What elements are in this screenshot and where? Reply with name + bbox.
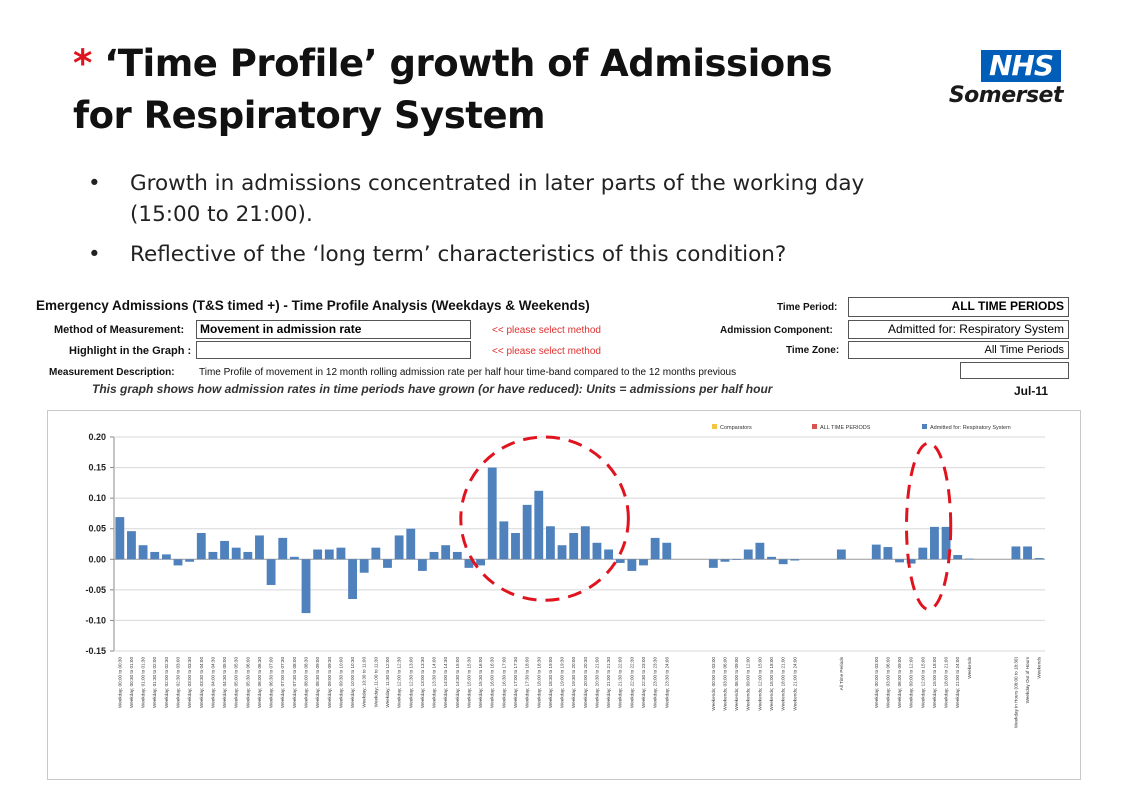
- chart-bar: [1023, 546, 1032, 559]
- chart-bar: [523, 505, 532, 559]
- chart-bar: [150, 552, 159, 559]
- y-tick-label: 0.00: [88, 554, 106, 565]
- y-tick-label: 0.15: [88, 462, 106, 473]
- chart-bar: [453, 552, 462, 559]
- x-tick-label: Weekday; 17:00 to 17:30: [512, 657, 518, 708]
- chart-bar: [395, 535, 404, 559]
- method-select[interactable]: Movement in admission rate: [196, 320, 471, 339]
- component-label: Admission Component:: [720, 325, 833, 336]
- chart-bar: [1011, 546, 1020, 559]
- chart-bar: [418, 559, 427, 571]
- legend-swatch: [812, 424, 817, 429]
- highlight-hint: << please select method: [492, 346, 601, 357]
- x-tick-label: Weekends; 00:00 to 03:00: [710, 657, 716, 711]
- x-tick-label: Weekday; 07:30 to 08:00: [291, 657, 297, 708]
- chart-bar: [197, 533, 206, 559]
- x-tick-label: Weekday; 10:30 to 11:00: [361, 657, 367, 708]
- x-tick-label: Weekday; 12:00 to 15:00: [920, 657, 926, 708]
- chart-bar: [267, 559, 276, 585]
- x-tick-label: Weekday; 05:00 to 05:30: [233, 657, 239, 708]
- x-tick-label: Weekends; 12:00 to 15:00: [757, 657, 763, 711]
- x-tick-label: Weekday; 18:00 to 21:00: [943, 657, 949, 708]
- x-tick-label: Weekday; 18:00 to 18:30: [536, 657, 542, 708]
- chart-bar: [348, 559, 357, 599]
- graph-note: This graph shows how admission rates in time periods have grown (or have reduced): Units = admissions per half hour: [92, 382, 773, 396]
- x-tick-label: Weekday; 15:30 to 16:00: [478, 657, 484, 708]
- x-tick-label: Weekday; 14:30 to 15:00: [454, 657, 460, 708]
- y-tick-label: -0.15: [85, 646, 106, 656]
- chart-bar: [290, 557, 299, 559]
- chart-bar: [360, 559, 369, 572]
- y-tick-label: 0.10: [88, 493, 106, 504]
- chart-bar: [651, 538, 660, 559]
- highlight-label: Highlight in the Graph :: [69, 345, 192, 357]
- time-period-label: Time Period:: [777, 302, 838, 313]
- x-tick-label: Weekday; 19:30 to 20:00: [571, 657, 577, 708]
- x-tick-label: Weekday; 13:30 to 14:00: [431, 657, 437, 708]
- x-tick-label: Weekday; 09:00 to 09:30: [326, 657, 332, 708]
- x-tick-label: Weekends: [1036, 657, 1042, 679]
- legend-swatch: [712, 424, 717, 429]
- chart-bar: [255, 535, 264, 559]
- x-tick-label: Weekday; 03:00 to 06:00: [885, 657, 891, 708]
- x-tick-label: Weekday; 15:00 to 18:00: [931, 657, 937, 708]
- chart-bar: [744, 550, 753, 560]
- x-tick-label: Weekday; 15:00 to 15:30: [466, 657, 472, 708]
- chart-bar: [732, 559, 741, 560]
- x-tick-label: Weekends; 15:00 to 18:00: [769, 657, 775, 711]
- x-tick-label: Weekday; 14:00 to 14:30: [443, 657, 449, 708]
- x-tick-label: Weekday; 17:30 to 18:00: [524, 657, 530, 708]
- x-tick-label: All Time Periods: [838, 657, 844, 691]
- chart-bar: [185, 559, 194, 561]
- x-tick-label: Weekday; 19:00 to 19:30: [559, 657, 565, 708]
- x-tick-label: Weekday; 20:30 to 21:00: [594, 657, 600, 708]
- chart-bar: [430, 552, 439, 559]
- chart-bar: [1035, 558, 1044, 559]
- chart-bar: [627, 559, 636, 571]
- x-tick-label: Weekday; 05:30 to 06:00: [245, 657, 251, 708]
- highlight-select[interactable]: [196, 341, 471, 359]
- legend-label: Admitted for: Respiratory System: [930, 425, 1011, 431]
- x-tick-label: Weekday Out of Hours: [1025, 657, 1031, 704]
- chart-bar: [581, 526, 590, 559]
- chart-bar: [511, 533, 520, 559]
- x-tick-label: Weekday; 21:30 to 22:00: [617, 657, 623, 708]
- x-tick-label: Weekends; 06:00 to 09:00: [734, 657, 740, 711]
- chart-bar: [383, 559, 392, 568]
- x-tick-label: Weekday; 08:30 to 09:00: [315, 657, 321, 708]
- chart-bar: [837, 550, 846, 560]
- x-tick-label: Weekday; 21:00 to 21:30: [606, 657, 612, 708]
- x-tick-label: Weekday; 07:00 to 07:30: [280, 657, 286, 708]
- x-tick-label: Weekday; 16:30 to 17:00: [501, 657, 507, 708]
- x-tick-label: Weekday; 09:00 to 12:00: [908, 657, 914, 708]
- logo-region: Somerset: [948, 83, 1063, 108]
- x-tick-label: Weekday; 22:00 to 22:30: [629, 657, 635, 708]
- chart-bar: [662, 543, 671, 560]
- x-tick-label: Weekday; 03:00 to 03:30: [187, 657, 193, 708]
- y-tick-label: 0.05: [88, 523, 106, 534]
- chart-bar: [209, 552, 218, 559]
- x-tick-label: Weekday; 06:00 to 09:00: [897, 657, 903, 708]
- x-tick-label: Weekday; 02:00 to 02:30: [163, 657, 169, 708]
- chart-bar: [721, 559, 730, 561]
- bar-chart: [48, 411, 1080, 779]
- bullet-item: [88, 168, 1088, 230]
- y-tick-label: 0.20: [88, 432, 106, 442]
- chart-bar: [534, 491, 543, 559]
- x-tick-label: Weekends; 03:00 to 06:00: [722, 657, 728, 711]
- x-tick-label: Weekends; 09:00 to 12:00: [745, 657, 751, 711]
- x-tick-label: Weekday; 18:30 to 19:00: [547, 657, 553, 708]
- x-tick-label: Weekday; 01:30 to 02:00: [152, 657, 158, 708]
- description-value: Time Profile of movement in 12 month rolling admission rate per half hour time-band compared to the 12 months previous: [199, 367, 737, 378]
- x-tick-label: Weekday; 12:00 to 12:30: [396, 657, 402, 708]
- bullet-list: [88, 168, 1088, 279]
- x-tick-label: Weekday; 08:00 to 08:30: [303, 657, 309, 708]
- chart-bar: [918, 548, 927, 560]
- x-tick-label: Weekends; 18:00 to 21:00: [780, 657, 786, 711]
- chart-bar: [895, 559, 904, 562]
- chart-bar: [499, 521, 508, 559]
- x-tick-label: Weekday; 12:30 to 13:00: [408, 657, 414, 708]
- chart-frame: [47, 410, 1081, 780]
- chart-bar: [930, 527, 939, 559]
- chart-bar: [278, 538, 287, 559]
- chart-bar: [371, 548, 380, 560]
- bullet-text-line: Growth in admissions concentrated in later parts of the working day: [130, 171, 865, 196]
- title-line-1: [73, 38, 873, 90]
- y-tick-label: -0.10: [85, 615, 106, 626]
- chart-bar: [220, 541, 229, 559]
- x-tick-label: Weekday; 00:30 to 01:00: [128, 657, 134, 708]
- chart-bar: [232, 548, 241, 560]
- x-tick-label: Weekday; 21:00 to 24:00: [955, 657, 961, 708]
- title-star: *: [73, 42, 92, 85]
- chart-bar: [127, 531, 136, 559]
- chart-bar: [162, 554, 171, 559]
- x-tick-label: Weekday; 06:00 to 06:30: [256, 657, 262, 708]
- highlight-ellipse: [461, 437, 629, 600]
- x-tick-label: Weekday; 10:00 to 10:30: [350, 657, 356, 708]
- chart-bar: [953, 555, 962, 559]
- component-select[interactable]: Admitted for: Respiratory System: [848, 320, 1069, 339]
- chart-bar: [302, 559, 311, 613]
- x-tick-label: Weekday; 23:00 to 23:30: [652, 657, 658, 708]
- title-line-1-text: ‘Time Profile’ growth of Admissions: [104, 42, 833, 85]
- x-tick-label: Weekday; 04:30 to 05:00: [222, 657, 228, 708]
- chart-bar: [872, 545, 881, 560]
- x-tick-label: Weekday; 11:00 to 11:30: [373, 657, 379, 708]
- chart-bar: [476, 559, 485, 565]
- chart-bar: [558, 545, 567, 559]
- bullet-symbol: •: [88, 171, 101, 196]
- description-label: Measurement Description:: [49, 367, 175, 378]
- chart-bar: [243, 552, 252, 559]
- chart-bar: [174, 559, 183, 565]
- chart-bar: [965, 559, 974, 560]
- chart-bar: [767, 557, 776, 559]
- chart-bar: [313, 550, 322, 560]
- report-heading: Emergency Admissions (T&S timed +) - Time Profile Analysis (Weekdays & Weekends): [36, 298, 590, 313]
- chart-bar: [441, 545, 450, 559]
- bullet-symbol: •: [88, 242, 101, 267]
- chart-bar: [139, 545, 148, 559]
- x-tick-label: Weekday; 16:00 to 16:30: [489, 657, 495, 708]
- x-tick-label: Weekday; 06:30 to 07:00: [268, 657, 274, 708]
- zone-label: Time Zone:: [786, 345, 840, 356]
- nhs-somerset-logo: [943, 50, 1063, 112]
- x-tick-label: Weekday in Hours (08:00 to 18:30): [1013, 657, 1019, 729]
- chart-bar: [604, 550, 613, 560]
- chart-bar: [325, 550, 334, 560]
- bullet-text-line: (15:00 to 21:00).: [130, 202, 313, 227]
- legend-swatch: [922, 424, 927, 429]
- zone-select[interactable]: All Time Periods: [848, 341, 1069, 359]
- chart-bar: [883, 547, 892, 559]
- chart-bar: [488, 468, 497, 560]
- x-tick-label: Weekday; 22:30 to 23:00: [641, 657, 647, 708]
- x-tick-label: Weekends: [966, 657, 972, 679]
- chart-bar: [337, 548, 346, 560]
- chart-bar: [406, 529, 415, 560]
- chart-bar: [779, 559, 788, 564]
- extra-field[interactable]: [960, 362, 1069, 379]
- chart-bar: [790, 559, 799, 560]
- nhs-logo-badge: NHS: [981, 50, 1061, 82]
- title-line-2: for Respiratory System: [73, 94, 546, 137]
- x-tick-label: Weekday; 03:30 to 04:00: [198, 657, 204, 708]
- y-tick-label: -0.05: [85, 584, 106, 595]
- chart-bar: [755, 543, 764, 560]
- legend-label: ALL TIME PERIODS: [820, 425, 871, 431]
- x-tick-label: Weekends; 21:00 to 24:00: [792, 657, 798, 711]
- x-tick-label: Weekday; 04:00 to 04:30: [210, 657, 216, 708]
- method-label: Method of Measurement:: [54, 324, 185, 336]
- time-period-select[interactable]: ALL TIME PERIODS: [848, 297, 1069, 317]
- chart-bar: [546, 526, 555, 559]
- legend-label: Comparators: [720, 425, 752, 431]
- x-tick-label: Weekday; 11:30 to 12:00: [384, 657, 390, 708]
- chart-bar: [639, 559, 648, 565]
- x-tick-label: Weekday; 23:30 to 24:00: [664, 657, 670, 708]
- chart-bar: [115, 517, 124, 559]
- bullet-text-line: Reflective of the ‘long term’ characteristics of this condition?: [130, 242, 787, 267]
- bullet-item: [88, 239, 1088, 270]
- chart-bar: [593, 543, 602, 560]
- x-tick-label: Weekday; 02:30 to 03:00: [175, 657, 181, 708]
- x-tick-label: Weekday; 00:00 to 03:00: [873, 657, 879, 708]
- x-tick-label: Weekday; 13:00 to 13:30: [419, 657, 425, 708]
- report-date: Jul-11: [1014, 384, 1049, 398]
- chart-bar: [709, 559, 718, 568]
- slide-title: [73, 38, 873, 142]
- x-tick-label: Weekday; 20:00 to 20:30: [582, 657, 588, 708]
- x-tick-label: Weekday; 01:00 to 01:30: [140, 657, 146, 708]
- chart-bar: [569, 533, 578, 559]
- x-tick-label: Weekday; 00:00 to 00:30: [117, 657, 123, 708]
- chart-bar: [616, 559, 625, 563]
- x-tick-label: Weekday; 09:30 to 10:00: [338, 657, 344, 708]
- method-hint: << please select method: [492, 325, 601, 336]
